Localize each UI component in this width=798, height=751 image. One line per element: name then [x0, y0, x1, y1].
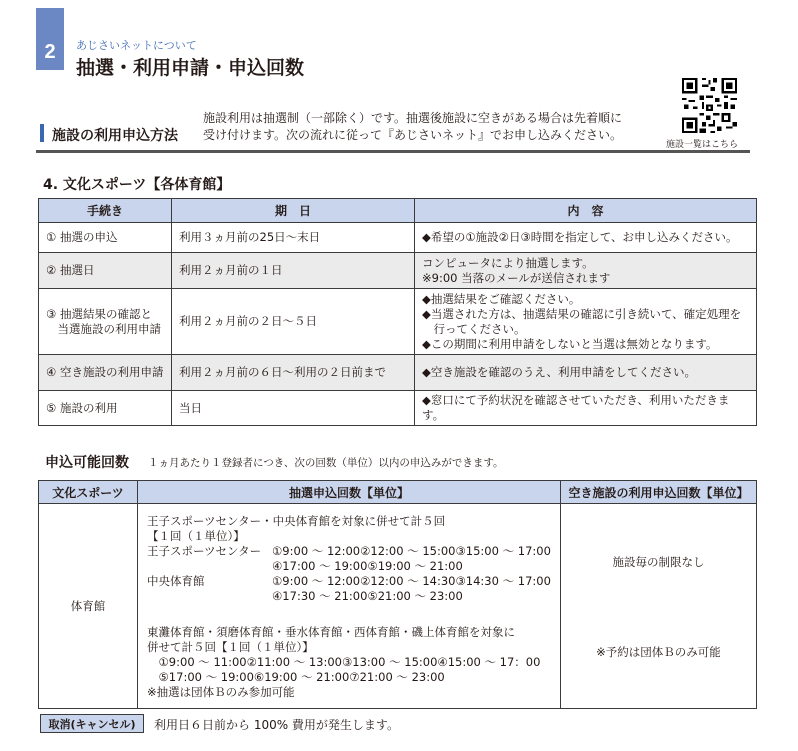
limits-heading: 申込可能回数 [45, 455, 129, 471]
vacancy-detail-cell [560, 504, 756, 709]
header-lottery-count: 抽選申込回数【単位】 [138, 481, 561, 504]
method-description-line: 受け付けます。次の流れに従って『あじさいネット』でお申し込みください。 [203, 128, 623, 142]
header-date: 期 日 [172, 199, 415, 223]
limits-table [38, 480, 757, 709]
table-row [39, 289, 757, 355]
content-cell [415, 289, 757, 355]
group1-intro: 王子スポーツセンター・中央体育館を対象に併せて計５回 [147, 514, 446, 528]
date-cell: 利用３ヵ月前の25日～末日 [172, 223, 415, 253]
qr-code-icon[interactable] [682, 78, 737, 133]
header-content: 内 容 [415, 199, 757, 223]
content-line: ◆当選された方は、抽選結果の確認に引き続いて、確定処理を [422, 306, 742, 321]
method-description [203, 110, 622, 144]
section-divider [36, 150, 750, 153]
date-cell: 当日 [172, 391, 415, 426]
lottery-detail-cell [138, 504, 561, 709]
time-slots: ①9:00 ～ 12:00②12:00 ～ 15:00③15:00 ～ 17:00 [272, 544, 551, 558]
step-cell: ① 抽選の申込 [39, 223, 172, 253]
step-line: 当選施設の利用申請 [46, 321, 161, 336]
chapter-number: 2 [36, 8, 64, 70]
table-row [39, 253, 757, 289]
time-slots: ④17:00 ～ 19:00⑤19:00 ～ 21:00 [272, 559, 463, 573]
group2-line: ※抽選は団体Ｂのみ参加可能 [147, 685, 295, 699]
time-slots: ①9:00 ～ 12:00②12:00 ～ 14:30③14:30 ～ 17:00 [272, 574, 551, 588]
spacer [147, 604, 551, 625]
step-cell: ⑤ 施設の利用 [39, 391, 172, 426]
method-heading: 施設の利用申込方法 [52, 128, 178, 144]
chapter-subtitle: あじさいネットについて [76, 39, 197, 52]
method-description-line: 施設利用は抽選制（一部除く）です。抽選後施設に空きがある場合は先着順に [203, 111, 623, 125]
header-vacancy-count: 空き施設の利用申込回数【単位】 [560, 481, 756, 504]
table-row [39, 223, 757, 253]
content-line: コンピュータにより抽選します。 [422, 255, 594, 270]
date-cell: 利用２ヵ月前の２日～５日 [172, 289, 415, 355]
content-cell [415, 253, 757, 289]
vacancy-note: ※予約は団体Ｂのみ可能 [596, 645, 721, 659]
content-line: 行ってください。 [422, 321, 526, 336]
qr-caption: 施設一覧はこちら [666, 140, 739, 150]
group2-line: ⑤17:00 ～ 19:00⑥19:00 ～ 21:00⑦21:00 ～ 23:00 [147, 670, 445, 684]
facility-name: 中央体育館 [147, 574, 205, 588]
time-slots: ④17:30 ～ 21:00⑤21:00 ～ 23:00 [272, 589, 463, 603]
table-header-row [39, 481, 757, 504]
facility-name: 王子スポーツセンター [147, 544, 262, 558]
content-line: ◆抽選結果をご確認ください。 [422, 291, 581, 306]
content-cell: ◆窓口にて予約状況を確認させていただき、利用いただきます。 [415, 391, 757, 426]
gym-label-cell: 体育館 [39, 504, 138, 709]
step-cell [39, 289, 172, 355]
vacancy-note: 施設毎の制限なし [612, 554, 705, 569]
group1-intro: 【１回（１単位）】 [147, 529, 245, 543]
facility-times [147, 574, 551, 604]
date-cell: 利用２ヵ月前の１日 [172, 253, 415, 289]
group2-line: 併せて計５回【１回（１単位）】 [147, 640, 314, 654]
content-cell: ◆希望の①施設②日③時間を指定して、お申し込みください。 [415, 223, 757, 253]
step-cell: ④ 空き施設の利用申請 [39, 355, 172, 391]
step-line: ③ 抽選結果の確認と [46, 306, 152, 321]
header-category: 文化スポーツ [39, 481, 138, 504]
table-header-row [39, 199, 757, 223]
chapter-title: 抽選・利用申請・申込回数 [76, 57, 305, 79]
header-step: 手続き [39, 199, 172, 223]
content-line: ※9:00 当落のメールが送信されます [422, 270, 611, 285]
section4-title: 4. 文化スポーツ【各体育館】 [43, 177, 231, 193]
group2-line: ①9:00 ～ 11:00②11:00 ～ 13:00③13:00 ～ 15:00④15:00 ～ 17：00 [147, 655, 541, 669]
limits-description: １ヵ月あたり１登録者につき、次の回数（単位）以内の申込みができます。 [148, 457, 504, 469]
table-row [39, 355, 757, 391]
heading-accent-bar [40, 124, 44, 142]
step-cell: ② 抽選日 [39, 253, 172, 289]
table-row [39, 504, 757, 709]
content-line: ◆この期間に利用申請をしないと当選は無効となります。 [422, 336, 718, 351]
date-cell: 利用２ヵ月前の６日～利用の２日前まで [172, 355, 415, 391]
group2-line: 東灘体育館・須磨体育館・垂水体育館・西体育館・磯上体育館を対象に [147, 625, 515, 639]
content-cell: ◆空き施設を確認のうえ、利用申請をしてください。 [415, 355, 757, 391]
cancel-text: 利用日６日前から 100% 費用が発生します。 [154, 718, 399, 732]
facility-times [147, 544, 551, 574]
procedure-table [38, 198, 757, 426]
cancel-badge: 取消(キャンセル) [40, 714, 144, 733]
table-row [39, 391, 757, 426]
